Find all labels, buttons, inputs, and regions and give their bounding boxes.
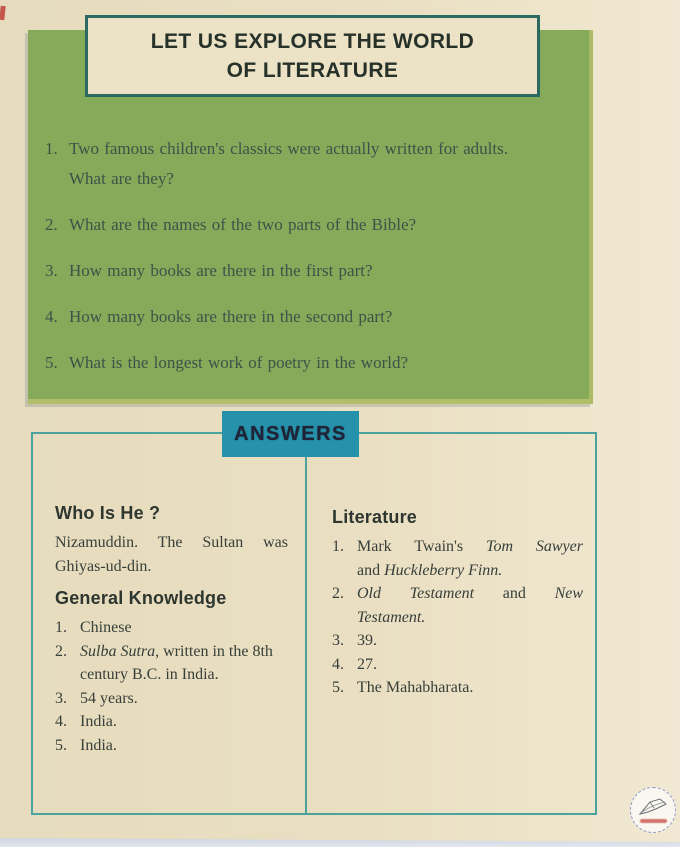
who-is-he-answer-line1: Nizamuddin. The Sultan was [55, 534, 288, 551]
answer-row [55, 734, 288, 758]
who-is-he-answer-line2: Ghiyas-ud-din. [55, 558, 152, 575]
question-number: 1. [45, 139, 58, 158]
page-title-line1: LET US EXPLORE THE WORLD [150, 29, 475, 53]
answer-text: 27. [357, 655, 377, 673]
answer-number: 3. [55, 689, 67, 707]
bottom-edge-strip [0, 836, 680, 847]
who-is-he-heading: Who Is He ? [55, 503, 161, 523]
page-title-line2: OF LITERATURE [226, 59, 399, 82]
answer-text: Sulba Sutra, written in the 8th century B.C. in India. [80, 642, 273, 683]
answer-number: 4. [55, 713, 67, 730]
column-divider [305, 456, 307, 815]
answer-row [332, 653, 583, 677]
question-text: What are the names of the two parts of the Bible? [69, 215, 417, 234]
stamp-icon [630, 787, 676, 833]
stamp-sketch-icon [636, 794, 672, 820]
title-box [85, 15, 540, 97]
answer-row [332, 629, 583, 653]
answer-number: 3. [332, 632, 344, 649]
answer-row [55, 640, 288, 687]
answer-number: 1. [55, 619, 67, 636]
answer-number: 1. [332, 538, 344, 555]
question-row-3 [45, 256, 590, 286]
answers-left-column [55, 503, 288, 757]
question-row-4 [45, 302, 590, 332]
answer-row [55, 616, 288, 640]
answer-text: Old Testament and New Testament. [357, 585, 584, 626]
red-corner-mark [0, 6, 6, 20]
stamp-text-smudge [640, 819, 667, 823]
answers-badge: ANSWERS [222, 411, 359, 457]
answer-number: 5. [55, 736, 67, 754]
question-number: 4. [45, 307, 58, 326]
question-number: 3. [45, 261, 58, 280]
answer-row [332, 582, 583, 629]
answer-text: The Mahabharata. [357, 679, 474, 696]
answer-number: 5. [332, 679, 344, 696]
question-number: 2. [45, 215, 58, 234]
question-row-5 [45, 348, 590, 378]
answer-number: 4. [332, 655, 344, 673]
answer-row [332, 535, 583, 582]
answer-text: Mark Twain's Tom Sawyer and Huckleberry Finn. [357, 538, 583, 579]
answer-text: 54 years. [80, 689, 138, 707]
answer-row [55, 710, 288, 734]
answers-right-column [332, 507, 583, 700]
answer-text: India. [80, 713, 117, 730]
question-row-1 [45, 134, 590, 194]
question-row-2 [45, 210, 590, 240]
answer-text: 39. [357, 632, 377, 649]
question-text: What is the longest work of poetry in the world? [69, 353, 409, 372]
question-list [45, 134, 590, 394]
answer-row [332, 676, 583, 700]
question-text: Two famous children's classics were actually written for adults. What are they? [69, 139, 508, 188]
answer-text: India. [80, 736, 117, 754]
question-number: 5. [45, 353, 58, 372]
answer-text: Chinese [80, 619, 132, 636]
answer-number: 2. [332, 585, 344, 602]
literature-heading: Literature [332, 507, 418, 527]
question-text: How many books are there in the first part? [69, 261, 373, 280]
general-knowledge-heading: General Knowledge [55, 588, 227, 608]
question-text: How many books are there in the second part? [69, 307, 393, 326]
answer-row [55, 687, 288, 711]
answer-number: 2. [55, 642, 67, 660]
